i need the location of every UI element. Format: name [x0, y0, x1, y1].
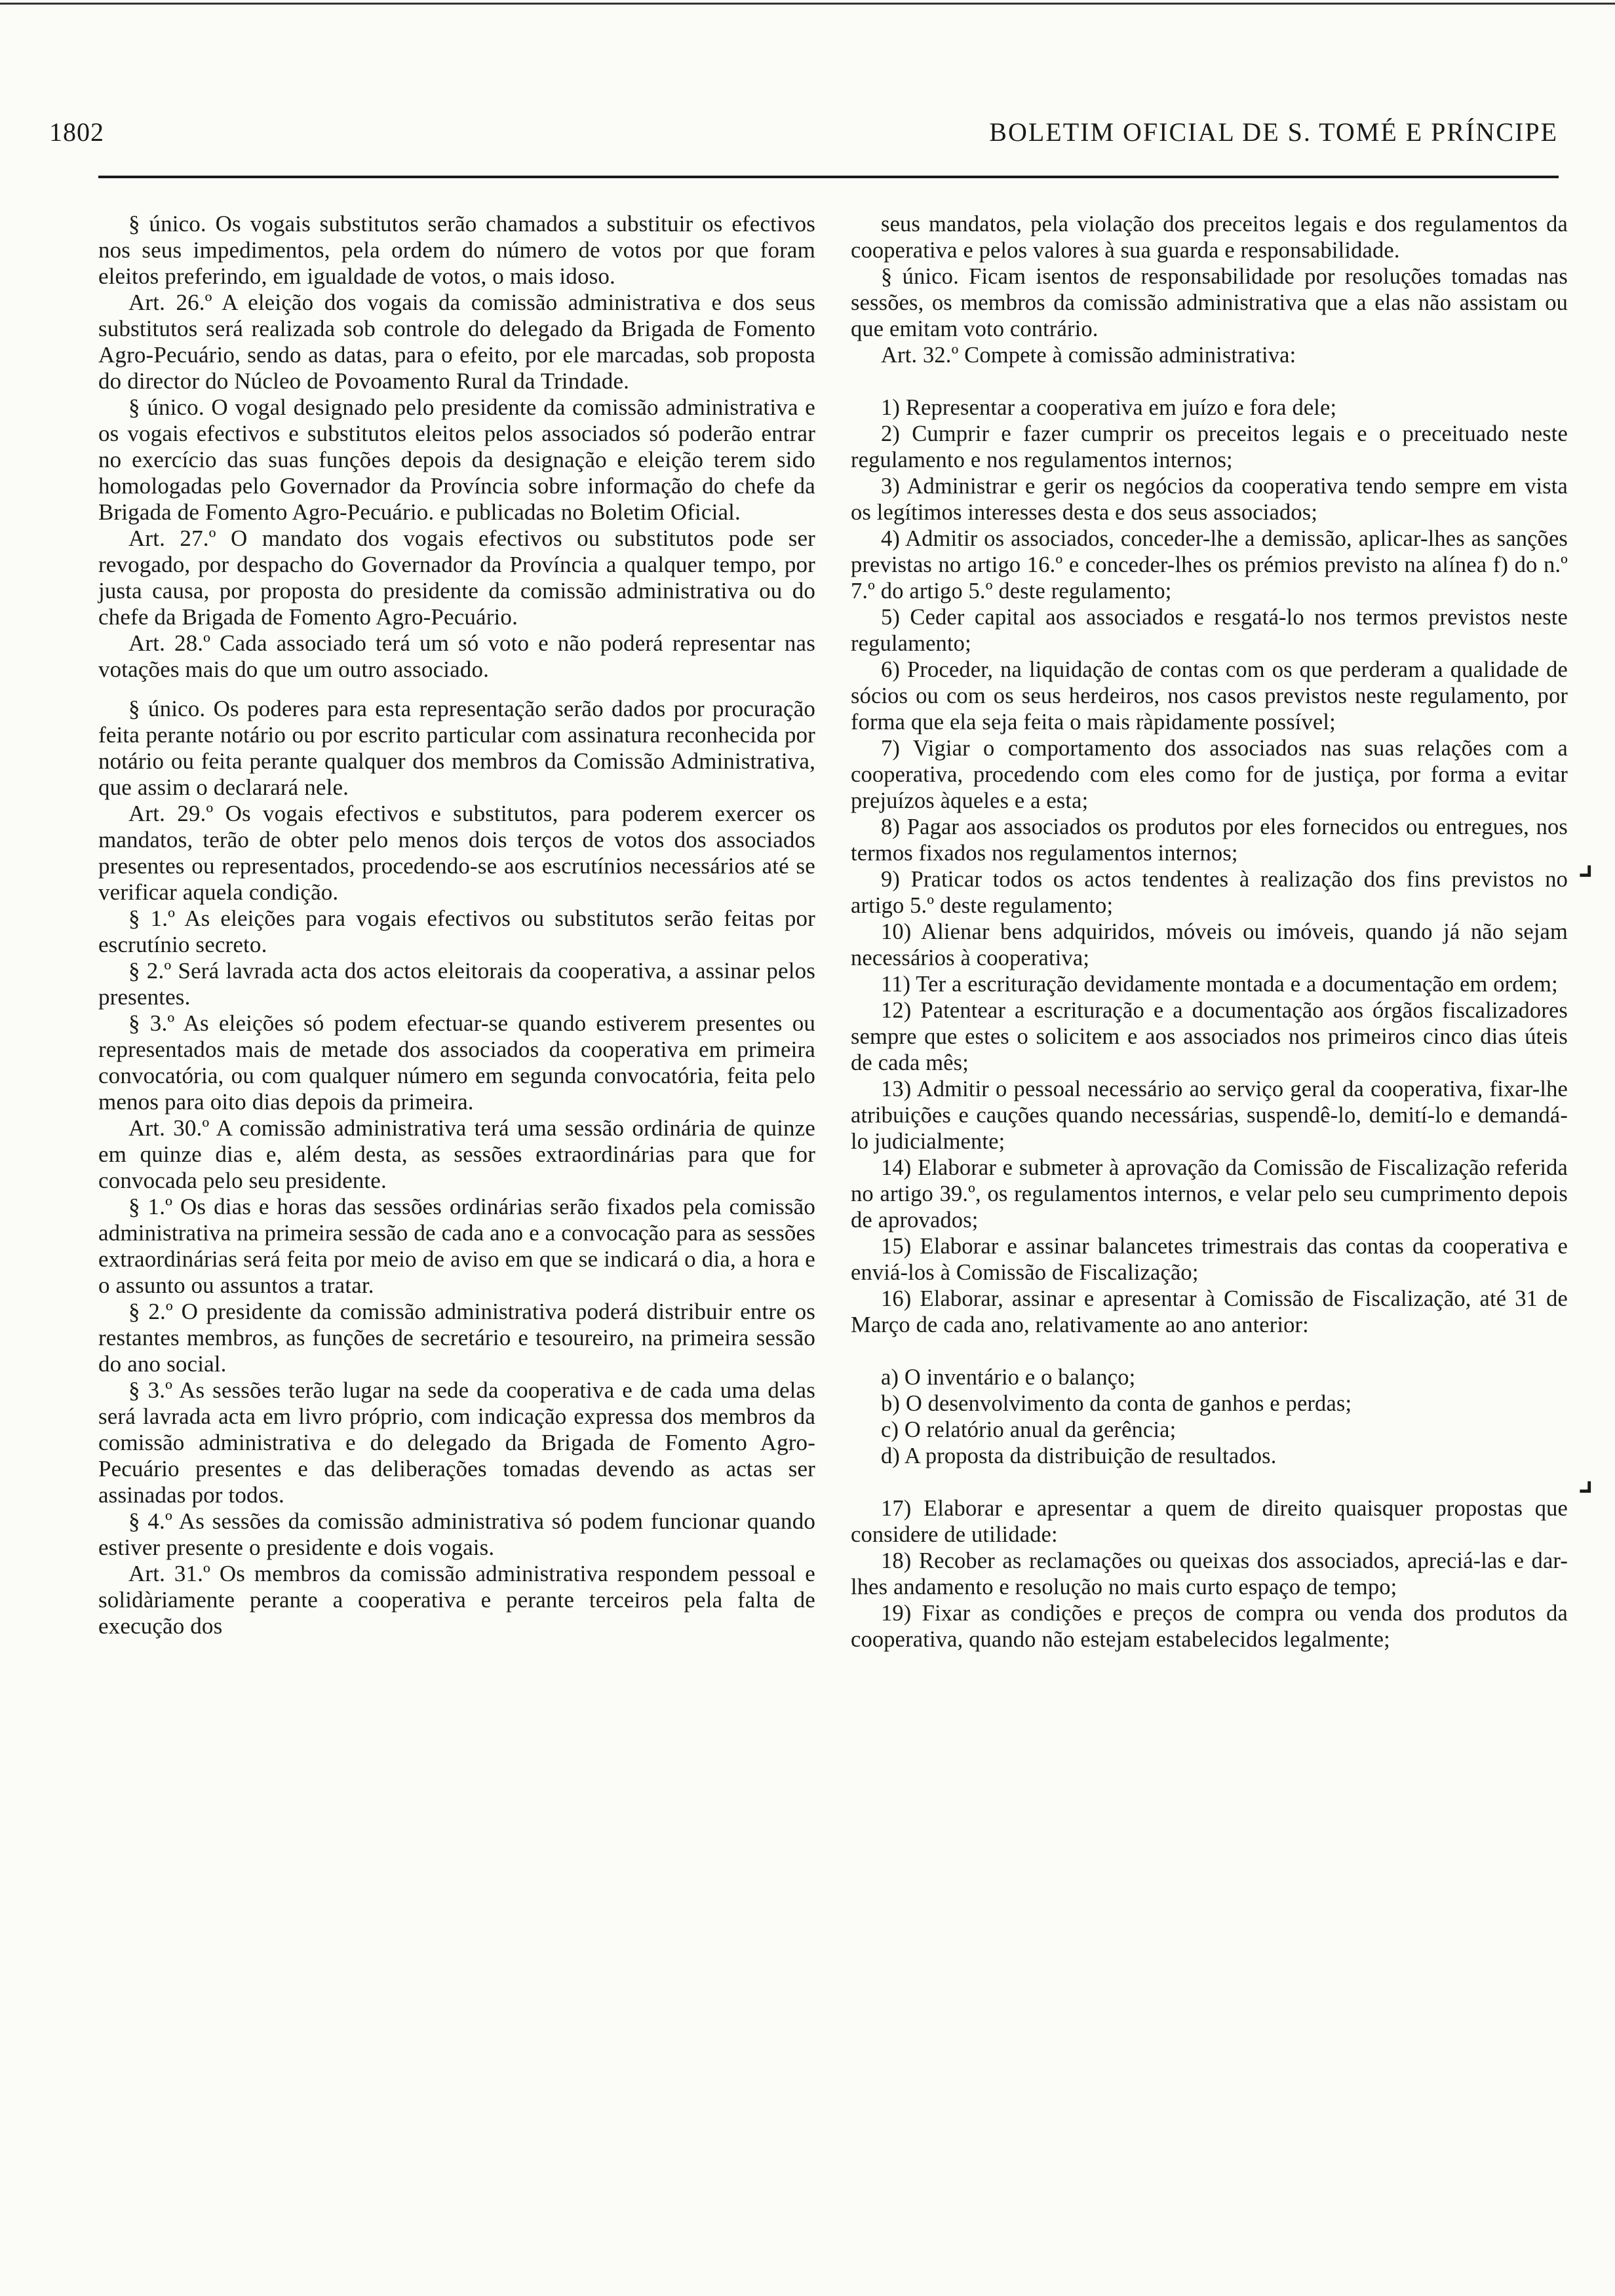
- article-26: Art. 26.º A eleição dos vogais da comissão administrativa e dos seus substitutos será realizada sob controle do delegado da Brigada de Fomento Agro-Pecuário, sendo as datas, para o efeito, por ele marcadas, sob proposta do director do Núcleo de Povoamento Rural da Trindade.: [98, 290, 815, 394]
- list-item: 12) Patentear a escrituração e a documentação aos órgãos fiscalizadores sempre que estes o solicitem e aos associados nos primeiros cinco dias úteis de cada mês;: [851, 998, 1568, 1075]
- paragraph: § único. Os poderes para esta representação serão dados por procuração feita perante notário ou por escrito particular com assinatura reconhecida por notário ou feita perante qualquer dos membros da Comissão Administrativa, que assim o declarará nele.: [98, 696, 815, 800]
- paragraph: § único. Os vogais substitutos serão chamados a substituir os efectivos nos seus impedimentos, pela ordem do número de votos por que foram eleitos preferindo, em igualdade de votos, o mais idoso.: [98, 211, 815, 289]
- left-column: [98, 211, 815, 1639]
- article-27: Art. 27.º O mandato dos vogais efectivos ou substitutos pode ser revogado, por despacho do Governador da Província a qualquer tempo, por justa causa, por proposta do presidente da comissão administrativa ou do chefe da Brigada de Fomento Agro-Pecuário.: [98, 526, 815, 630]
- list-item: 16) Elaborar, assinar e apresentar à Comissão de Fiscalização, até 31 de Março de cada ano, relativamente ao ano anterior:: [851, 1286, 1568, 1337]
- list-item: 8) Pagar aos associados os produtos por eles fornecidos ou entregues, nos termos fixados nos regulamentos internos;: [851, 814, 1568, 866]
- paragraph: § único. Ficam isentos de responsabilidade por resoluções tomadas nas sessões, os membros da comissão administrativa que a elas não assistam ou que emitam voto contrário.: [851, 264, 1568, 341]
- spacer: [851, 1469, 1568, 1495]
- list-item: 13) Admitir o pessoal necessário ao serviço geral da cooperativa, fixar-lhe atribuições e cauções quando necessárias, suspendê-lo, demití-lo e demandá-lo judicialmente;: [851, 1077, 1568, 1154]
- sub-item: b) O desenvolvimento da conta de ganhos e perdas;: [881, 1391, 1352, 1416]
- list-item: 11) Ter a escrituração devidamente montada e a documentação em ordem;: [881, 972, 1558, 997]
- sub-item: c) O relatório anual da gerência;: [881, 1417, 1177, 1442]
- paragraph: § 1.º Os dias e horas das sessões ordinárias serão fixados pela comissão administrativa na primeira sessão de cada ano e a convocação para as sessões extraordinárias será feita por meio de aviso em que se indicará o dia, a hora e o assunto ou assuntos a tratar.: [98, 1194, 815, 1298]
- publication-title: BOLETIM OFICIAL DE S. TOMÉ E PRÍNCIPE: [989, 117, 1558, 147]
- list-item: 18) Recober as reclamações ou queixas dos associados, apreciá-las e dar-lhes andamento e resolução no mais curto espaço de tempo;: [851, 1548, 1568, 1599]
- paragraph: § 3.º As sessões terão lugar na sede da cooperativa e de cada uma delas será lavrada acta em livro próprio, com indicação expressa dos membros da comissão administrativa e do delegado da Brigada de Fomento Agro-Pecuário presentes e das deliberações tomadas devendo as actas ser assinadas por todos.: [98, 1377, 815, 1508]
- page-header: [49, 117, 1558, 156]
- list-item: 7) Vigiar o comportamento dos associados nas suas relações com a cooperativa, procedendo com eles como for de justiça, por forma a evitar prejuízos àqueles e a esta;: [851, 736, 1568, 813]
- top-scan-border: [0, 3, 1615, 5]
- paragraph: § 2.º O presidente da comissão administrativa poderá distribuir entre os restantes membros, as funções de secretário e tesoureiro, na primeira sessão do ano social.: [98, 1299, 815, 1377]
- list-item: 3) Administrar e gerir os negócios da cooperativa tendo sempre em vista os legítimos interesses desta e dos seus associados;: [851, 474, 1568, 525]
- header-rule: [98, 176, 1559, 178]
- margin-mark-icon: ⌟: [1578, 847, 1593, 881]
- article-31: Art. 31.º Os membros da comissão administrativa respondem pessoal e solidàriamente perante a cooperativa e perante terceiros pela falta de execução dos: [98, 1561, 815, 1639]
- right-column: [851, 211, 1568, 1653]
- paragraph: § 2.º Será lavrada acta dos actos eleitorais da cooperativa, a assinar pelos presentes.: [98, 958, 815, 1010]
- sub-item: d) A proposta da distribuição de resultados.: [881, 1444, 1277, 1468]
- paragraph: § 4.º As sessões da comissão administrativa só podem funcionar quando estiver presente o presidente e dois vogais.: [98, 1508, 815, 1560]
- paragraph: § 3.º As eleições só podem efectuar-se quando estiverem presentes ou representados mais de metade dos associados da cooperativa em primeira convocatória, ou com qualquer número em segunda convocatória, feita pelo menos para oito dias depois da primeira.: [98, 1010, 815, 1115]
- spacer: [98, 683, 815, 696]
- list-item: 17) Elaborar e apresentar a quem de direito quaisquer propostas que considere de utilidade:: [851, 1496, 1568, 1547]
- list-item: 15) Elaborar e assinar balancetes trimestrais das contas da cooperativa e enviá-los à Comissão de Fiscalização;: [851, 1234, 1568, 1285]
- list-item: 19) Fixar as condições e preços de compra ou venda dos produtos da cooperativa, quando não estejam estabelecidos legalmente;: [851, 1601, 1568, 1652]
- spacer: [851, 368, 1568, 394]
- list-item: 14) Elaborar e submeter à aprovação da Comissão de Fiscalização referida no artigo 39.º, os regulamentos internos, e velar pelo seu cumprimento depois de aprovados;: [851, 1155, 1568, 1233]
- paragraph: § único. O vogal designado pelo presidente da comissão administrativa e os vogais efectivos e substitutos eleitos pelos associados só poderão entrar no exercício das suas funções depois da designação e eleição terem sido homologadas pelo Governador da Província sobre informação do chefe da Brigada de Fomento Agro-Pecuário. e publicadas no Boletim Oficial.: [98, 394, 815, 525]
- list-item: 9) Praticar todos os actos tendentes à realização dos fins previstos no artigo 5.º deste regulamento;: [851, 867, 1568, 918]
- article-28: Art. 28.º Cada associado terá um só voto e não poderá representar nas votações mais do que um outro associado.: [98, 630, 815, 682]
- list-item: 6) Proceder, na liquidação de contas com os que perderam a qualidade de sócios ou com os seus herdeiros, nos casos previstos neste regulamento, por forma que ela seja feita o mais ràpidamente possível;: [851, 657, 1568, 735]
- page-number: 1802: [49, 117, 104, 147]
- article-30: Art. 30.º A comissão administrativa terá uma sessão ordinária de quinze em quinze dias e, além desta, as sessões extraordinárias para que for convocada pelo seu presidente.: [98, 1115, 815, 1193]
- paragraph: seus mandatos, pela violação dos preceitos legais e dos regulamentos da cooperativa e pelos valores à sua guarda e responsabilidade.: [851, 212, 1568, 263]
- article-32: Art. 32.º Compete à comissão administrativa:: [881, 343, 1296, 368]
- list-item: 5) Ceder capital aos associados e resgatá-lo nos termos previstos neste regulamento;: [851, 605, 1568, 656]
- article-29: Art. 29.º Os vogais efectivos e substitutos, para poderem exercer os mandatos, terão de obter pelo menos dois terços de votos dos associados presentes ou representados, procedendo-se aos escrutínios necessários até se verificar aquela condição.: [98, 801, 815, 905]
- spacer: [851, 1338, 1568, 1364]
- paragraph: § 1.º As eleições para vogais efectivos ou substitutos serão feitas por escrutínio secreto.: [98, 906, 815, 957]
- list-item: 2) Cumprir e fazer cumprir os preceitos legais e o preceituado neste regulamento e nos regulamentos internos;: [851, 421, 1568, 472]
- margin-mark-icon: ⌟: [1578, 1463, 1593, 1497]
- list-item: 4) Admitir os associados, conceder-lhe a demissão, aplicar-lhes as sanções previstas no artigo 16.º e conceder-lhes os prémios previsto na alínea f) do n.º 7.º do artigo 5.º deste regulamento;: [851, 526, 1568, 603]
- list-item: 1) Representar a cooperativa em juízo e fora dele;: [881, 395, 1337, 420]
- list-item: 10) Alienar bens adquiridos, móveis ou imóveis, quando já não sejam necessários à cooperativa;: [851, 919, 1568, 970]
- sub-item: a) O inventário e o balanço;: [881, 1365, 1136, 1390]
